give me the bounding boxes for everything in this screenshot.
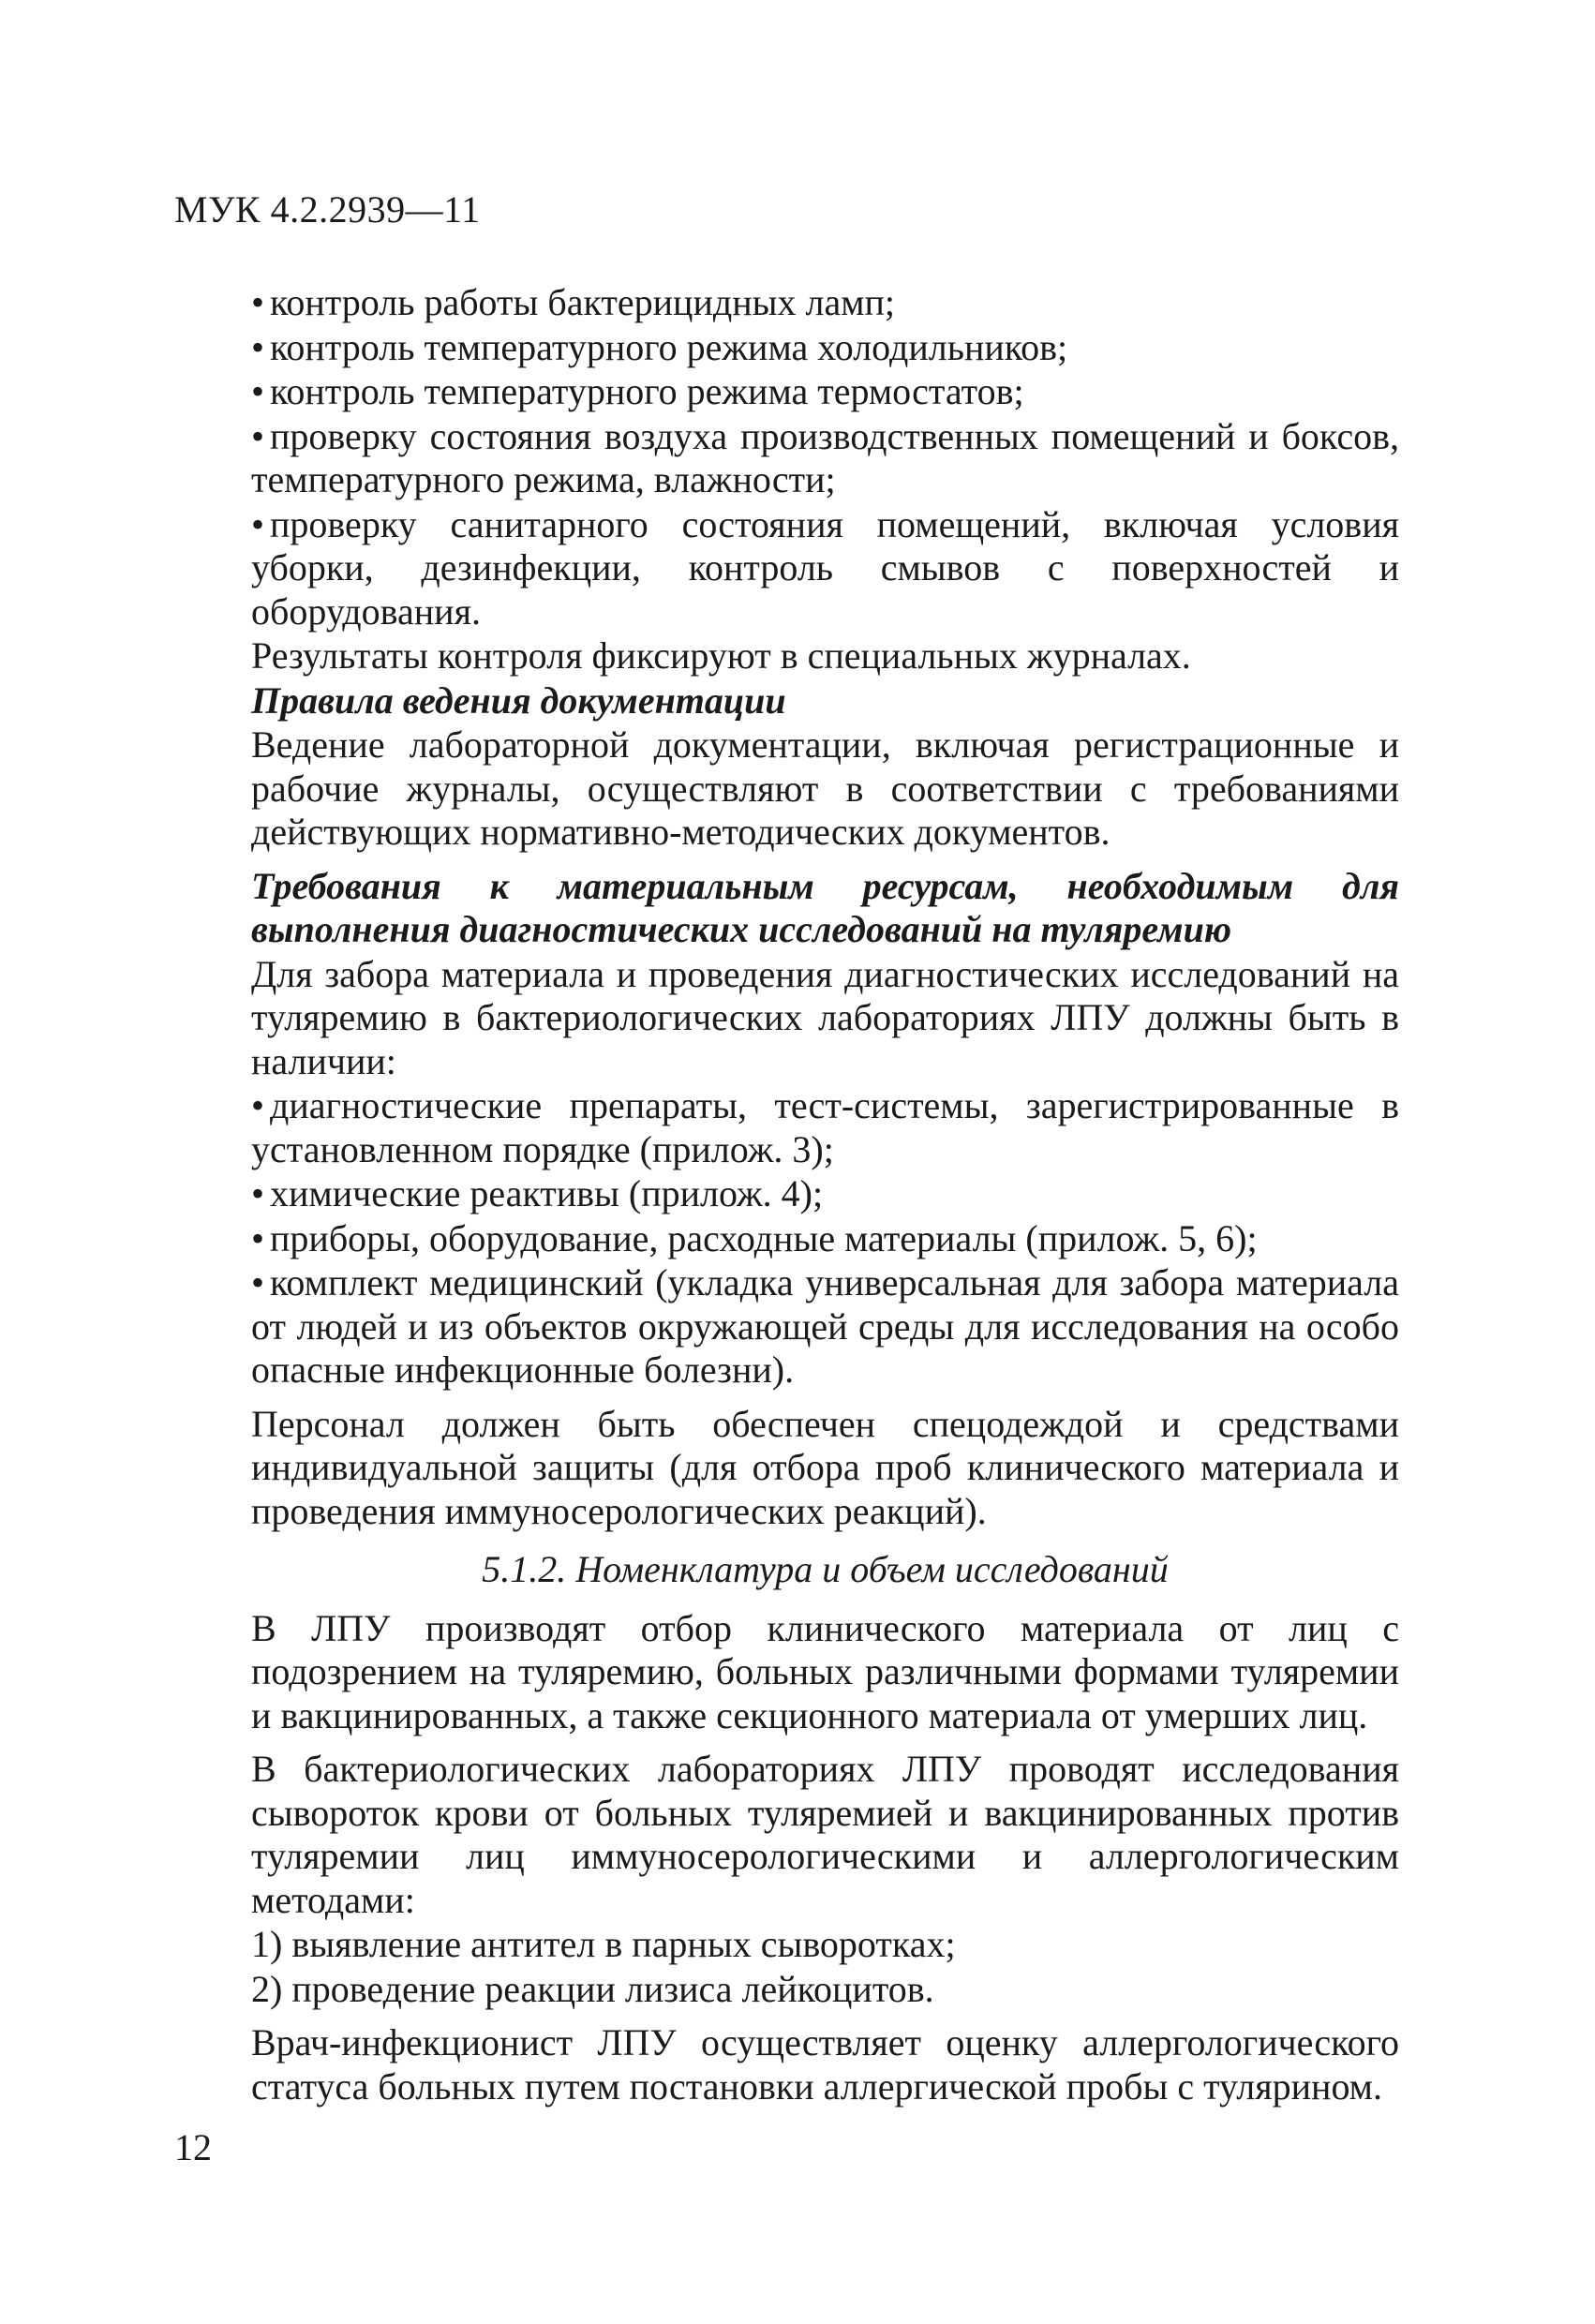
spacer xyxy=(251,856,1399,865)
results-paragraph: Результаты контроля фиксируют в специальных журналах. xyxy=(251,634,1191,677)
document-code-header: МУК 4.2.2939—11 xyxy=(174,188,481,231)
resources-heading: Требования к материальным ресурсам, необходимым для выполнения диагностических исследований на туляремию xyxy=(251,864,1399,950)
list-item: • комплект медицинский (укладка универсальная для забора материала от людей и из объектов окружающей среды для исследования на особо опасные инфекционные болезни). xyxy=(251,1261,1399,1393)
bullet-marker xyxy=(251,1084,270,1126)
page-number: 12 xyxy=(174,2126,212,2168)
list-item: • контроль температурного режима термостатов; xyxy=(251,370,1399,414)
list-item: • диагностические препараты, тест-системы, зарегистрированные в установленном порядке (прилож. 3); xyxy=(251,1084,1399,1171)
clinical-material-paragraph: В ЛПУ производят отбор клинического материала от лиц с подозрением на туляремию, больных различными формами туляремии и вакцинированных, а также секционного материала от умерших лиц. xyxy=(251,1606,1399,1736)
list-item: • проверку санитарного состояния помещений, включая условия уборки, дезинфекции, контроль смывов с поверхностей и оборудования. xyxy=(167,503,1399,634)
doc-rules-paragraph: Ведение лабораторной документации, включая регистрационные и рабочие журналы, осуществляют в соответствии с требованиями действующих нормативно-методических документов. xyxy=(251,723,1399,853)
bullet-marker xyxy=(251,370,270,412)
bullet-marker xyxy=(251,503,270,545)
list-item: • приборы, оборудование, расходные материалы (прилож. 5, 6); xyxy=(251,1217,1399,1261)
bullet-marker xyxy=(251,326,270,368)
bullet-marker xyxy=(251,1261,270,1304)
spacer xyxy=(251,1738,1399,1748)
bullet-marker xyxy=(251,1172,270,1214)
resources-intro-paragraph: Для забора материала и проведения диагностических исследований на туляремию в бактериологических лабораториях ЛПУ должны быть в наличии: xyxy=(251,952,1399,1082)
list-item: • контроль температурного режима холодильников; xyxy=(251,326,1399,370)
page-body xyxy=(251,281,1399,2109)
bullet-marker xyxy=(251,1217,270,1259)
bullet-marker xyxy=(251,281,270,323)
allergy-assessment-paragraph: Врач-инфекционист ЛПУ осуществляет оценку аллергологического статуса больных путем постановки аллергической пробы с тулярином. xyxy=(251,2021,1399,2108)
list-item: • контроль работы бактерицидных ламп; xyxy=(251,281,1399,325)
spacer xyxy=(251,1393,1399,1403)
serum-research-paragraph: В бактериологических лабораториях ЛПУ проводят исследования сывороток крови от больных туляремией и вакцинированных против туляремии лиц иммуносерологическими и аллергологическим методами: xyxy=(251,1748,1399,1921)
numbered-item: 1) выявление антител в парных сыворотках; xyxy=(251,1923,956,1965)
subsection-title: 5.1.2. Номенклатура и объем исследований xyxy=(482,1548,1169,1590)
bullet-marker xyxy=(251,415,270,457)
spacer xyxy=(251,2012,1399,2021)
list-item: • проверку состояния воздуха производственных помещений и боксов, температурного режима, влажности; xyxy=(167,415,1399,502)
numbered-item: 2) проведение реакции лизиса лейкоцитов. xyxy=(251,1967,934,2010)
personnel-paragraph: Персонал должен быть обеспечен спецодеждой и средствами индивидуальной защиты (для отбора проб клинического материала и проведения иммуносерологических реакций). xyxy=(251,1402,1399,1532)
list-item: • химические реактивы (прилож. 4); xyxy=(251,1172,1399,1216)
doc-rules-heading: Правила ведения документации xyxy=(251,678,786,722)
